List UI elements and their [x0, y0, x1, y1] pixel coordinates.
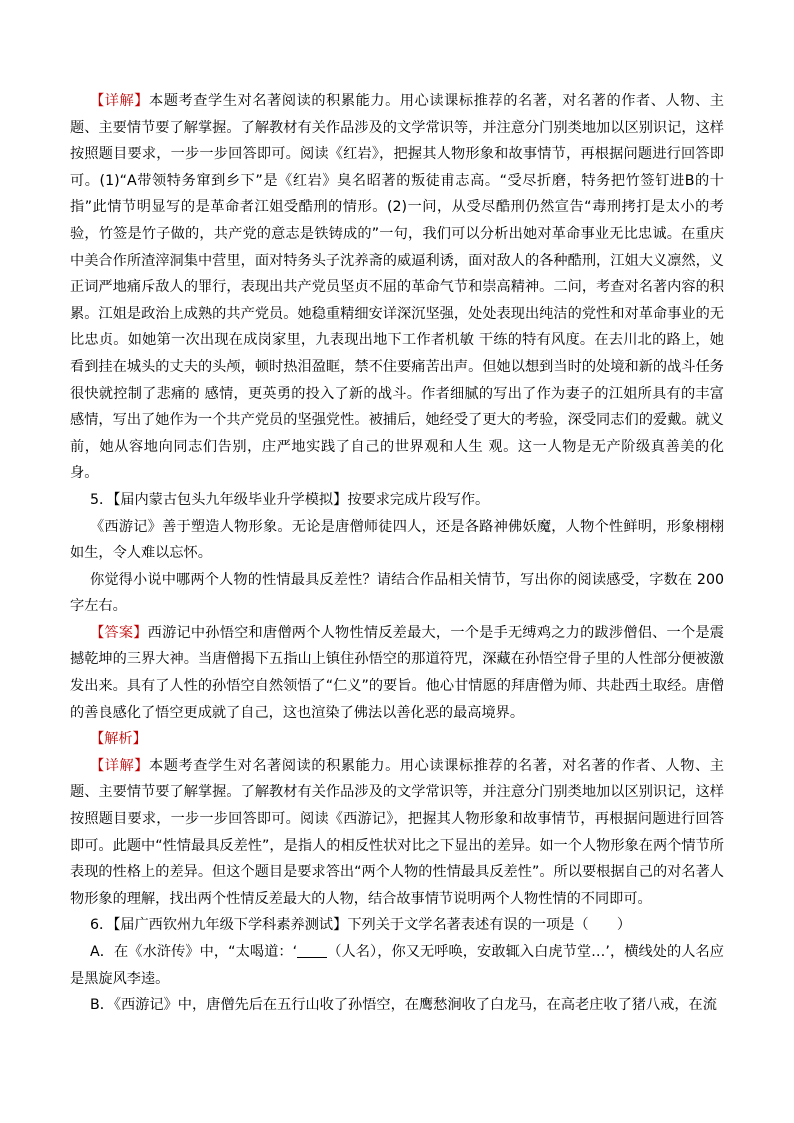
document-page	[70, 88, 724, 1019]
question-text: 按要求完成片段写作。	[347, 491, 490, 508]
fill-blank	[297, 943, 327, 958]
detail-text: 本题考查学生对名著阅读的积累能力。用心读课标推荐的名著，对名著的作者、人物、主题、主要情节要了解掌握。了解教材有关作品涉及的文学常识等，并注意分门别类地加以区别识记，这样按照题目要求，一步一步回答即可。阅读《红岩》，把握其人物形象和故事情节，再根据问题进行回答即可。(1)“A带领特务窜到乡下”是《红岩》臭名昭著的叛徒甫志高。“受尽折磨，特务把竹签钉进B的十指”此情节明显写的是革命者江姐受酷刑的情形。(2)一问，从受尽酷刑仍然宣告“毒刑拷打是太小的考验，竹签是竹子做的，共产党的意志是铁铸成的”一句，我们可以分析出她对革命事业无比忠诚。在重庆中美合作所渣滓洞集中营里，面对特务头子沈养斋的威逼利诱，面对敌人的各种酷刑，江姐大义凛然，义正词严地痛斥敌人的罪行，表现出共产党员坚贞不屈的革命气节和崇高精神。二问，考查对名著内容的积累。江姐是政治上成熟的共产党员。她稳重精细安详深沉坚强，处处表现出纯洁的党性和对革命事业的无比忠贞。如她第一次出现在成岗家里，九表现出地下工作者机敏 干练的特有风度。在去川北的路上，她看到挂在城头的丈夫的头颅，顿时热泪盈眶，禁不住要痛苦出声。但她以想到当时的处境和新的战斗任务很快就控制了悲痛的 感情，更英勇的投入了新的战斗。作者细腻的写出了作为妻子的江姐所具有的丰富感情，写出了她作为一个共产党员的坚强党性。被捕后，她经受了更大的考验，深受同志们的爱戴。就义前，她从容地向同志们告别，庄严地实践了自己的世界观和人生 观。这一人物是无产阶级真善美的化身。	[70, 93, 724, 482]
detail-tag: 【详解】	[90, 757, 150, 774]
question-source: 【届内蒙古包头九年级毕业升学模拟】	[113, 491, 348, 508]
question-text: 下列关于文学名著表述有误的一项是（ ）	[347, 917, 632, 934]
question-5-stem	[70, 487, 724, 514]
question-source: 【届广西钦州九年级下学科素养测试】	[113, 917, 348, 934]
question-5-prompt: 你觉得小说中哪两个人物的性情最具反差性？请结合作品相关情节，写出你的阅读感受，字数在 200 字左右。	[70, 571, 724, 615]
analysis-tag: 【解析】	[90, 731, 147, 748]
answer-paragraph	[70, 620, 724, 726]
question-5-intro: 《西游记》善于塑造人物形象。无论是唐僧师徒四人，还是各路神佛妖魔，人物个性鲜明，形象栩栩如生，令人难以忘怀。	[70, 518, 724, 562]
answer-tag: 【答案】	[90, 624, 148, 641]
detail-paragraph-hongyan	[70, 88, 724, 487]
detail-text: 本题考查学生对名著阅读的积累能力。用心读课标推荐的名著，对名著的作者、人物、主题、主要情节要了解掌握。了解教材有关作品涉及的文学常识等，并注意分门别类地加以区别识记，这样按照题目要求，一步一步回答即可。阅读《西游记》，把握其人物形象和故事情节，再根据问题进行回答即可。此题中“性情最具反差性”，是指人的相反性状对比之下显出的差异。如一个人物形象在两个情节所表现的性格上的差异。但这个题目是要求答出“两个人物的性情最具反差性”。所以要根据自己的对名著人物形象的理解，找出两个性情反差最大的人物，结合故事情节说明两个人物性情的不同即可。	[70, 757, 724, 907]
question-6-stem	[70, 912, 724, 939]
question-number: 5．	[90, 491, 114, 508]
question-number: 6．	[90, 917, 114, 934]
analysis-heading	[70, 726, 724, 753]
option-a: A．在《水浒传》中，“太喝道：‘ （人名），你又无呼唤，安敢辄入白虎节堂…’，横线处的人名应是黑旋风李逵。	[70, 944, 724, 987]
detail-tag: 【详解】	[90, 93, 150, 109]
answer-text: 西游记中孙悟空和唐僧两个人物性情反差最大，一个是手无缚鸡之力的跋涉僧侣、一个是震撼乾坤的三界大神。当唐僧揭下五指山上镇住孙悟空的那道符咒，深藏在孙悟空骨子里的人性部分便被激发出来。具有了人性的孙悟空自然领悟了“仁义”的要旨。他心甘情愿的拜唐僧为师、共赴西土取经。唐僧的善良感化了悟空更成就了自己，这也渲染了佛法以善化恶的最高境界。	[70, 624, 724, 721]
option-b: B．《西游记》中，唐僧先后在五行山收了孙悟空，在鹰愁涧收了白龙马，在高老庄收了猪八戒，在流	[90, 997, 717, 1014]
detail-paragraph-xiyouji	[70, 753, 724, 913]
